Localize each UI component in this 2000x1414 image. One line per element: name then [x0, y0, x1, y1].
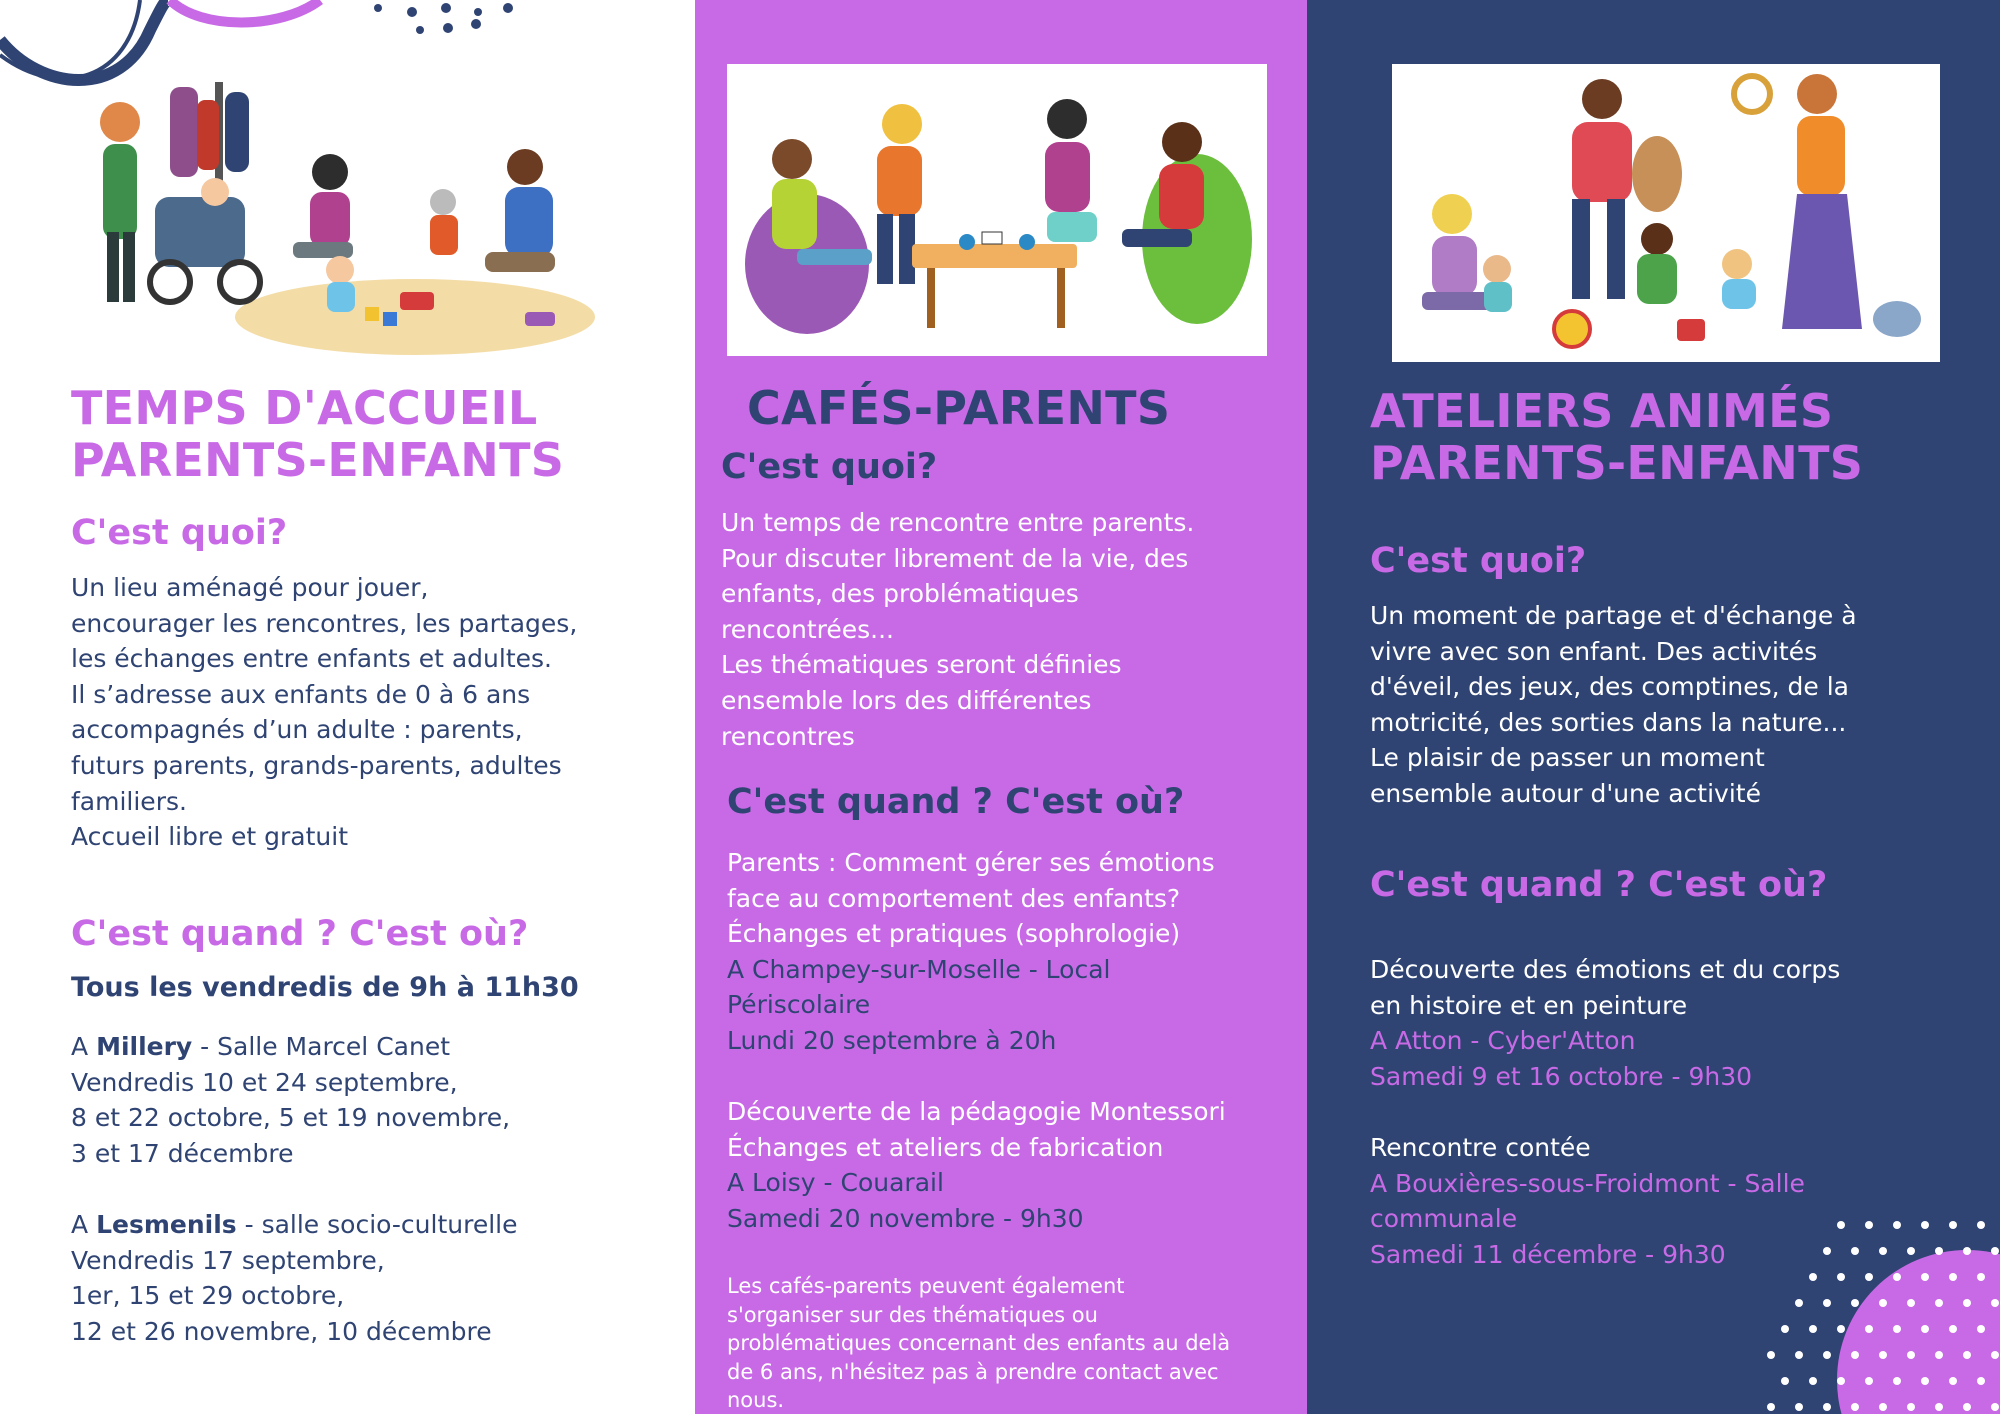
dots-pattern: [374, 3, 513, 34]
decorative-dot: [1991, 1247, 1999, 1255]
decorative-dot: [1837, 1325, 1845, 1333]
decorative-dot: [1907, 1403, 1915, 1411]
footnote: Les cafés-parents peuvent également s'organiser sur des thématiques ou problématiques concernant des enfants au delà de 6 ans, n'hésitez pas à prendre contact avec nous.: [727, 1274, 1231, 1413]
heading-when: C'est quand ? C'est où?: [71, 914, 529, 954]
decorative-dot: [1893, 1273, 1901, 1281]
decorative-dot: [1963, 1299, 1971, 1307]
decorative-dot: [1851, 1351, 1859, 1359]
heading-when: C'est quand ? C'est où?: [727, 782, 1185, 822]
decorative-dot: [1795, 1299, 1803, 1307]
decorative-dot: [1879, 1351, 1887, 1359]
decorative-dot: [1837, 1377, 1845, 1385]
decorative-dot: [1963, 1351, 1971, 1359]
description: Un temps de rencontre entre parents. Pour discuter librement de la vie, des enfants, des problématiques rencontrées... Les thématiques seront définies ensemble lors des différentes rencontres: [721, 508, 1195, 751]
ateliers-illustration-frame: [1392, 64, 1940, 362]
decorative-dot: [1781, 1325, 1789, 1333]
decorative-dot: [1767, 1403, 1775, 1411]
event-montessori: Découverte de la pédagogie Montessori Échanges et ateliers de fabrication A Loisy - Couarail Samedi 20 novembre - 9h30: [727, 1097, 1226, 1233]
event-emotions: Découverte des émotions et du corps en histoire et en peinture A Atton - Cyber'Atton Samedi 9 et 16 octobre - 9h30: [1370, 955, 1841, 1091]
decorative-dot: [1781, 1377, 1789, 1385]
location-lesmenils: A Lesmenils - salle socio-culturelle Vendredis 17 septembre, 1er, 15 et 29 octobre, 12 et 26 novembre, 10 décembre: [71, 1210, 518, 1346]
decorative-dot: [1949, 1377, 1957, 1385]
decorative-dots: [1737, 1205, 2000, 1414]
decorative-dot: [1809, 1377, 1817, 1385]
decorative-dot: [1991, 1351, 1999, 1359]
decorative-dot: [1935, 1351, 1943, 1359]
decorative-dot: [1851, 1247, 1859, 1255]
decorative-dot: [1823, 1351, 1831, 1359]
family-play-illustration: [65, 72, 605, 362]
heading-when: C'est quand ? C'est où?: [1370, 865, 1828, 905]
decorative-dot: [1809, 1325, 1817, 1333]
decorative-dot: [1921, 1273, 1929, 1281]
description: Un lieu aménagé pour jouer, encourager les rencontres, les partages, les échanges entre enfants et adultes. Il s’adresse aux enfants de 0 à 6 ans accompagnés d’un adulte : parents, futurs parents, grands-parents, adultes familiers. Accueil libre et gratuit: [71, 573, 578, 852]
description: Un moment de partage et d'échange à vivre avec son enfant. Des activités d'éveil, des jeux, des comptines, de la motricité, des sorties dans la nature... Le plaisir de passer un moment ensemble autour d'une activité: [1370, 601, 1857, 808]
panel-cafes-parents: [695, 0, 1307, 1414]
decorative-dot: [1907, 1351, 1915, 1359]
panel-title: TEMPS D'ACCUEIL PARENTS-ENFANTS: [71, 381, 565, 487]
decorative-dot: [1795, 1351, 1803, 1359]
event-rencontre-contee: Rencontre contée A Bouxières-sous-Froidmont - Salle communale Samedi 11 décembre - 9h30: [1370, 1133, 1805, 1269]
decorative-dot: [1823, 1247, 1831, 1255]
decorative-dot: [1795, 1403, 1803, 1411]
decorative-dot: [1935, 1403, 1943, 1411]
decorative-dot: [1921, 1325, 1929, 1333]
panel-ateliers: [1307, 0, 2000, 1414]
decorative-dot: [1865, 1273, 1873, 1281]
heading-what: C'est quoi?: [721, 447, 938, 487]
decorative-dot: [1879, 1403, 1887, 1411]
music-workshop-illustration: [1392, 64, 1940, 362]
decorative-dot: [1949, 1221, 1957, 1229]
cafe-parents-illustration: [727, 64, 1267, 356]
decorative-dot: [1963, 1247, 1971, 1255]
decorative-dot: [1977, 1273, 1985, 1281]
decorative-dot: [1907, 1299, 1915, 1307]
decorative-dot: [1851, 1403, 1859, 1411]
panel-title: CAFÉS-PARENTS: [747, 381, 1171, 435]
decorative-dot: [1949, 1325, 1957, 1333]
decorative-dot: [1991, 1299, 1999, 1307]
decorative-dot: [1865, 1377, 1873, 1385]
location-millery: A Millery - Salle Marcel Canet Vendredis 10 et 24 septembre, 8 et 22 octobre, 5 et 19 novembre, 3 et 17 décembre: [71, 1032, 511, 1168]
decorative-dot: [1837, 1221, 1845, 1229]
decorative-dot: [1935, 1299, 1943, 1307]
decorative-dot: [1879, 1299, 1887, 1307]
schedule: Tous les vendredis de 9h à 11h30: [71, 972, 579, 1003]
cafe-illustration-frame: [727, 64, 1267, 356]
decorative-dot: [1893, 1221, 1901, 1229]
decorative-dot: [1893, 1377, 1901, 1385]
decorative-dot: [1865, 1325, 1873, 1333]
decorative-dot: [1809, 1273, 1817, 1281]
decorative-dot: [1963, 1403, 1971, 1411]
decorative-dot: [1977, 1325, 1985, 1333]
event-sophrologie: Parents : Comment gérer ses émotions face au comportement des enfants? Échanges et pratiques (sophrologie) A Champey-sur-Moselle - Local Périscolaire Lundi 20 septembre à 20h: [727, 848, 1215, 1055]
decorative-dot: [1767, 1351, 1775, 1359]
decorative-dot: [1921, 1377, 1929, 1385]
heading-what: C'est quoi?: [71, 513, 288, 553]
panel-title: ATELIERS ANIMÉS PARENTS-ENFANTS: [1370, 384, 1864, 490]
decorative-dot: [1907, 1247, 1915, 1255]
decorative-dot: [1977, 1221, 1985, 1229]
decorative-dot: [1851, 1299, 1859, 1307]
decorative-dot: [1879, 1247, 1887, 1255]
decorative-dot: [1921, 1221, 1929, 1229]
decorative-dot: [1977, 1377, 1985, 1385]
decorative-dot: [1837, 1273, 1845, 1281]
decorative-dot: [1865, 1221, 1873, 1229]
decorative-dot: [1935, 1247, 1943, 1255]
decorative-dot: [1823, 1299, 1831, 1307]
heading-what: C'est quoi?: [1370, 541, 1587, 581]
decorative-dot: [1893, 1325, 1901, 1333]
panel-accueil: [0, 0, 695, 1414]
decorative-dot: [1991, 1403, 1999, 1411]
decorative-dot: [1949, 1273, 1957, 1281]
decorative-dot: [1823, 1403, 1831, 1411]
